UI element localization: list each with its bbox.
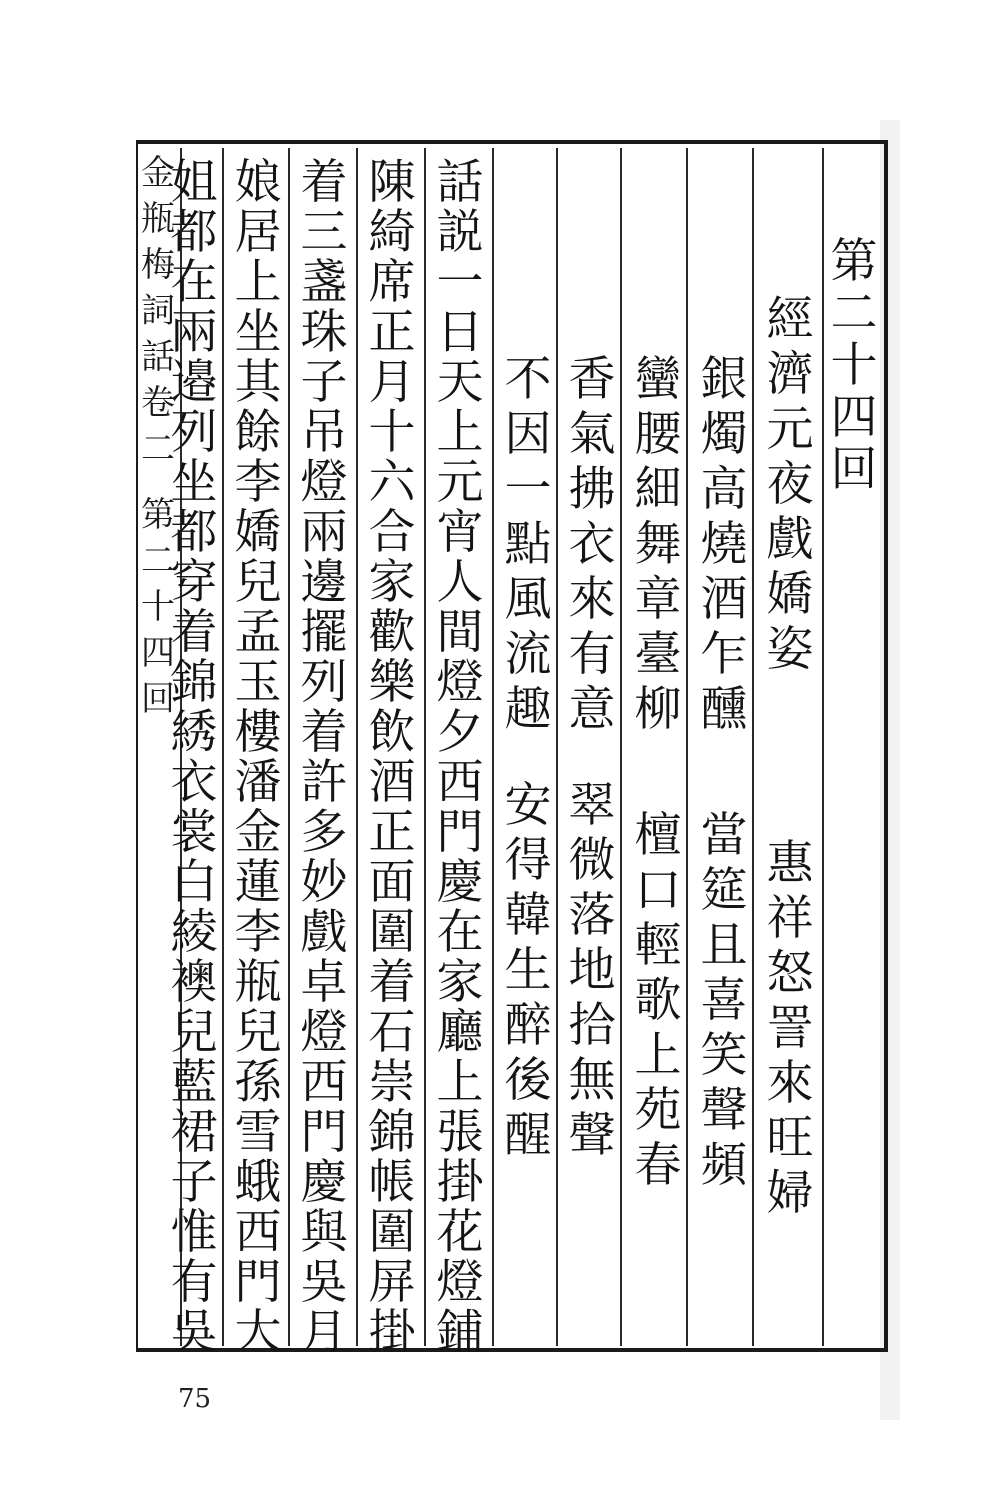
character: 喜 bbox=[700, 973, 748, 1028]
column-rule bbox=[752, 148, 754, 1346]
character: 天 bbox=[436, 355, 484, 410]
character: 瓶 bbox=[234, 955, 282, 1010]
character: 子 bbox=[300, 355, 348, 410]
character: 着 bbox=[300, 705, 348, 760]
character: 第 bbox=[830, 234, 878, 289]
gutter-character: 瓶 bbox=[141, 199, 175, 239]
verse-line-top bbox=[564, 352, 620, 737]
character: 元 bbox=[436, 455, 484, 510]
character: 旺 bbox=[766, 1111, 814, 1166]
chapter-heading-column bbox=[826, 236, 882, 496]
character: 怒 bbox=[766, 946, 814, 1001]
character: 話 bbox=[436, 155, 484, 210]
character: 蛾 bbox=[234, 1155, 282, 1210]
character: 酒 bbox=[368, 755, 416, 810]
character: 坐 bbox=[170, 455, 218, 510]
gutter-character: 話 bbox=[141, 337, 175, 377]
character: 樂 bbox=[368, 655, 416, 710]
character: 祥 bbox=[766, 891, 814, 946]
character: 夕 bbox=[436, 705, 484, 760]
verse-line-bottom bbox=[564, 778, 620, 1163]
character: 大 bbox=[234, 1305, 282, 1360]
character: 襖 bbox=[170, 955, 218, 1010]
character: 章 bbox=[634, 572, 682, 627]
character: 後 bbox=[504, 1053, 552, 1108]
body-text-column bbox=[230, 155, 286, 1360]
character: 家 bbox=[368, 555, 416, 610]
gutter-label bbox=[138, 150, 178, 1340]
character: 飲 bbox=[368, 705, 416, 760]
character: 子 bbox=[170, 1155, 218, 1210]
column-rule bbox=[556, 148, 558, 1346]
character: 十 bbox=[368, 405, 416, 460]
character: 上 bbox=[436, 1055, 484, 1110]
character: 落 bbox=[568, 888, 616, 943]
character: 衣 bbox=[568, 517, 616, 572]
character: 卓 bbox=[300, 955, 348, 1010]
character: 列 bbox=[300, 655, 348, 710]
character: 裳 bbox=[170, 805, 218, 860]
character: 姿 bbox=[766, 622, 814, 677]
character: 孫 bbox=[234, 1055, 282, 1110]
character: 因 bbox=[504, 407, 552, 462]
character: 生 bbox=[504, 943, 552, 998]
character: 穿 bbox=[170, 555, 218, 610]
character: 綉 bbox=[170, 705, 218, 760]
character: 着 bbox=[170, 605, 218, 660]
column-rule bbox=[822, 148, 824, 1346]
character: 西 bbox=[436, 755, 484, 810]
verse-line-top bbox=[696, 352, 752, 737]
character: 夜 bbox=[766, 457, 814, 512]
character: 人 bbox=[436, 555, 484, 610]
character: 掛 bbox=[436, 1155, 484, 1210]
character: 得 bbox=[504, 833, 552, 888]
character: 戲 bbox=[766, 512, 814, 567]
character: 婦 bbox=[766, 1166, 814, 1221]
character: 都 bbox=[170, 205, 218, 260]
character: 惟 bbox=[170, 1205, 218, 1260]
character: 錦 bbox=[368, 1105, 416, 1160]
character: 兒 bbox=[234, 1005, 282, 1060]
character: 掛 bbox=[368, 1305, 416, 1360]
character: 高 bbox=[700, 462, 748, 517]
character: 上 bbox=[436, 405, 484, 460]
character: 都 bbox=[170, 505, 218, 560]
character: 戲 bbox=[300, 905, 348, 960]
character: 廳 bbox=[436, 1005, 484, 1060]
character: 趣 bbox=[504, 682, 552, 737]
character: 多 bbox=[300, 805, 348, 860]
character: 嬌 bbox=[766, 567, 814, 622]
character: 藍 bbox=[170, 1055, 218, 1110]
character: 惠 bbox=[766, 836, 814, 891]
character: 玉 bbox=[234, 655, 282, 710]
character: 有 bbox=[170, 1255, 218, 1310]
character: 坐 bbox=[234, 305, 282, 360]
gutter-character: 梅 bbox=[141, 245, 175, 285]
verse-line-top bbox=[630, 352, 686, 737]
character: 衣 bbox=[170, 755, 218, 810]
character: 妙 bbox=[300, 855, 348, 910]
character: 正 bbox=[368, 305, 416, 360]
character: 頻 bbox=[700, 1138, 748, 1193]
character: 一 bbox=[436, 255, 484, 310]
character: 不 bbox=[504, 352, 552, 407]
body-text-column bbox=[296, 155, 352, 1360]
character: 慶 bbox=[436, 855, 484, 910]
character: 吳 bbox=[300, 1255, 348, 1310]
character: 雪 bbox=[234, 1105, 282, 1160]
character: 姐 bbox=[170, 155, 218, 210]
character: 正 bbox=[368, 805, 416, 860]
character: 居 bbox=[234, 205, 282, 260]
character: 錦 bbox=[170, 655, 218, 710]
character: 燒 bbox=[700, 517, 748, 572]
character: 擺 bbox=[300, 605, 348, 660]
character: 許 bbox=[300, 755, 348, 810]
character: 燈 bbox=[436, 1255, 484, 1310]
character: 二 bbox=[830, 286, 878, 341]
character: 珠 bbox=[300, 305, 348, 360]
character: 邊 bbox=[300, 555, 348, 610]
character: 席 bbox=[368, 255, 416, 310]
character: 門 bbox=[234, 1255, 282, 1310]
character: 兒 bbox=[234, 555, 282, 610]
character: 歡 bbox=[368, 605, 416, 660]
character: 蠻 bbox=[634, 352, 682, 407]
character: 日 bbox=[436, 305, 484, 360]
character: 燈 bbox=[300, 455, 348, 510]
character: 圍 bbox=[368, 1205, 416, 1260]
verse-line-bottom bbox=[500, 778, 556, 1163]
column-rule bbox=[492, 148, 494, 1346]
character: 十 bbox=[830, 338, 878, 393]
character: 合 bbox=[368, 505, 416, 560]
character: 細 bbox=[634, 462, 682, 517]
character: 綺 bbox=[368, 205, 416, 260]
verse-line-bottom bbox=[696, 808, 752, 1193]
character: 樓 bbox=[234, 705, 282, 760]
title-line-bottom bbox=[762, 836, 818, 1221]
character: 有 bbox=[568, 627, 616, 682]
column-rule bbox=[222, 148, 224, 1346]
character: 氣 bbox=[568, 407, 616, 462]
character: 四 bbox=[830, 390, 878, 445]
character: 上 bbox=[234, 255, 282, 310]
character: 面 bbox=[368, 855, 416, 910]
verse-line-bottom bbox=[630, 808, 686, 1193]
character: 邉 bbox=[170, 355, 218, 410]
character: 回 bbox=[830, 442, 878, 497]
character: 在 bbox=[436, 905, 484, 960]
character: 吊 bbox=[300, 405, 348, 460]
character: 臺 bbox=[634, 627, 682, 682]
character: 燈 bbox=[436, 655, 484, 710]
character: 白 bbox=[170, 855, 218, 910]
body-text-column bbox=[364, 155, 420, 1360]
character: 崇 bbox=[368, 1055, 416, 1110]
gutter-character: 金 bbox=[141, 153, 175, 193]
character: 家 bbox=[436, 955, 484, 1010]
character: 陳 bbox=[368, 155, 416, 210]
character: 鋪 bbox=[436, 1305, 484, 1360]
character: 地 bbox=[568, 943, 616, 998]
character: 餘 bbox=[234, 405, 282, 460]
character: 吳 bbox=[170, 1305, 218, 1360]
character: 醺 bbox=[700, 682, 748, 737]
character: 安 bbox=[504, 778, 552, 833]
character: 輕 bbox=[634, 918, 682, 973]
character: 拾 bbox=[568, 998, 616, 1053]
character: 香 bbox=[568, 352, 616, 407]
character: 且 bbox=[700, 918, 748, 973]
character: 元 bbox=[766, 402, 814, 457]
character: 兩 bbox=[170, 305, 218, 360]
character: 兩 bbox=[300, 505, 348, 560]
character: 流 bbox=[504, 627, 552, 682]
character: 醒 bbox=[504, 1108, 552, 1163]
character: 在 bbox=[170, 255, 218, 310]
character: 微 bbox=[568, 833, 616, 888]
character: 上 bbox=[634, 1028, 682, 1083]
gutter-character: 第 bbox=[141, 495, 175, 535]
gutter-character: 回 bbox=[141, 679, 175, 719]
gutter-character: 二 bbox=[141, 541, 175, 581]
verse-line-top bbox=[500, 352, 556, 737]
character: 着 bbox=[300, 155, 348, 210]
character: 意 bbox=[568, 682, 616, 737]
character: 醉 bbox=[504, 998, 552, 1053]
character: 其 bbox=[234, 355, 282, 410]
character: 着 bbox=[368, 955, 416, 1010]
gutter-character: 卷 bbox=[141, 383, 175, 423]
character: 當 bbox=[700, 808, 748, 863]
character: 西 bbox=[300, 1055, 348, 1110]
character: 來 bbox=[568, 572, 616, 627]
title-line-top bbox=[762, 292, 818, 677]
gutter-character: 四 bbox=[141, 633, 175, 673]
character: 屏 bbox=[368, 1255, 416, 1310]
character: 月 bbox=[300, 1305, 348, 1360]
character: 李 bbox=[234, 455, 282, 510]
character: 裙 bbox=[170, 1105, 218, 1160]
character: 花 bbox=[436, 1205, 484, 1260]
body-text-column bbox=[432, 155, 488, 1360]
page-number: 75 bbox=[178, 1384, 212, 1414]
character: 門 bbox=[436, 805, 484, 860]
character: 詈 bbox=[766, 1001, 814, 1056]
character: 金 bbox=[234, 805, 282, 860]
character: 銀 bbox=[700, 352, 748, 407]
character: 翠 bbox=[568, 778, 616, 833]
character: 李 bbox=[234, 905, 282, 960]
character: 燭 bbox=[700, 407, 748, 462]
character: 乍 bbox=[700, 627, 748, 682]
character: 列 bbox=[170, 405, 218, 460]
column-rule bbox=[424, 148, 426, 1346]
character: 柳 bbox=[634, 682, 682, 737]
character: 月 bbox=[368, 355, 416, 410]
character: 帳 bbox=[368, 1155, 416, 1210]
gutter-character: 二 bbox=[141, 429, 175, 469]
character: 點 bbox=[504, 517, 552, 572]
character: 春 bbox=[634, 1138, 682, 1193]
column-rule bbox=[288, 148, 290, 1346]
character: 嬌 bbox=[234, 505, 282, 560]
character: 圍 bbox=[368, 905, 416, 960]
character: 石 bbox=[368, 1005, 416, 1060]
character: 盞 bbox=[300, 255, 348, 310]
character: 門 bbox=[300, 1105, 348, 1160]
character: 六 bbox=[368, 455, 416, 510]
character: 西 bbox=[234, 1205, 282, 1260]
character: 拂 bbox=[568, 462, 616, 517]
character: 一 bbox=[504, 462, 552, 517]
character: 濟 bbox=[766, 347, 814, 402]
character: 韓 bbox=[504, 888, 552, 943]
character: 酒 bbox=[700, 572, 748, 627]
character: 娘 bbox=[234, 155, 282, 210]
character: 歌 bbox=[634, 973, 682, 1028]
character: 兒 bbox=[170, 1005, 218, 1060]
character: 聲 bbox=[568, 1108, 616, 1163]
character: 口 bbox=[634, 863, 682, 918]
character: 無 bbox=[568, 1053, 616, 1108]
character: 三 bbox=[300, 205, 348, 260]
character: 燈 bbox=[300, 1005, 348, 1060]
character: 聲 bbox=[700, 1083, 748, 1138]
character: 綾 bbox=[170, 905, 218, 960]
character: 蓮 bbox=[234, 855, 282, 910]
character: 苑 bbox=[634, 1083, 682, 1138]
character: 笑 bbox=[700, 1028, 748, 1083]
character: 經 bbox=[766, 292, 814, 347]
character: 慶 bbox=[300, 1155, 348, 1210]
character: 風 bbox=[504, 572, 552, 627]
column-rule bbox=[686, 148, 688, 1346]
character: 間 bbox=[436, 605, 484, 660]
character: 張 bbox=[436, 1105, 484, 1160]
character: 舞 bbox=[634, 517, 682, 572]
character: 檀 bbox=[634, 808, 682, 863]
column-rule bbox=[356, 148, 358, 1346]
character: 宵 bbox=[436, 505, 484, 560]
character: 孟 bbox=[234, 605, 282, 660]
character: 來 bbox=[766, 1056, 814, 1111]
character: 説 bbox=[436, 205, 484, 260]
gutter-character: 詞 bbox=[141, 291, 175, 331]
character: 潘 bbox=[234, 755, 282, 810]
character: 與 bbox=[300, 1205, 348, 1260]
character: 腰 bbox=[634, 407, 682, 462]
gutter-character bbox=[138, 472, 178, 492]
column-rule bbox=[620, 148, 622, 1346]
character: 筵 bbox=[700, 863, 748, 918]
gutter-character: 十 bbox=[141, 587, 175, 627]
